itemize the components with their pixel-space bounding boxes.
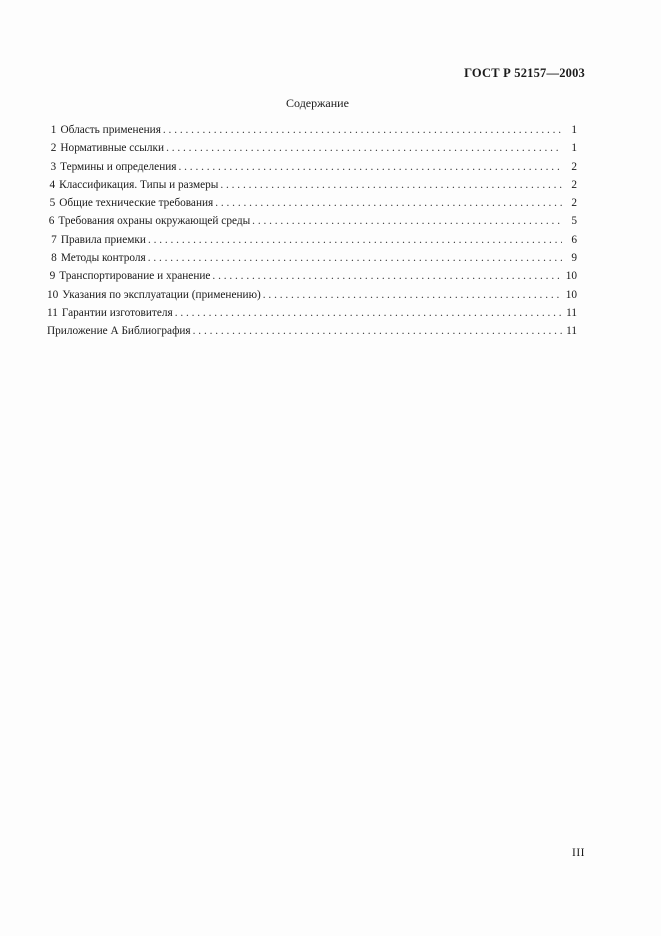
- toc-heading-text: Содержание: [286, 96, 349, 110]
- document-number: ГОСТ Р 52157—2003: [464, 66, 585, 80]
- toc-entry-title: Термины и определения: [60, 160, 177, 173]
- toc-entry-title: Область применения: [60, 124, 161, 136]
- toc-entry-title: Указания по эксплуатации (применению): [62, 288, 261, 301]
- toc-entry-title: Приложение А Библиография: [47, 325, 191, 338]
- toc-entry-page: 11: [566, 325, 577, 338]
- toc-entry-title: Нормативные ссылки: [60, 142, 165, 155]
- toc-leader-dots: [252, 212, 562, 230]
- toc-entry-page: 1: [571, 124, 577, 136]
- toc-entry-page: 2: [571, 197, 577, 210]
- toc-entry-3[interactable]: [47, 158, 577, 176]
- toc-entry-title: Правила приемки: [60, 233, 146, 246]
- toc-entry-page: 1: [571, 142, 577, 155]
- toc-entry-page: 2: [571, 160, 577, 173]
- toc-leader-dots: [179, 158, 563, 176]
- toc-entry-number: 6: [48, 215, 55, 228]
- toc-entry-11[interactable]: [47, 304, 577, 322]
- toc-entry-7[interactable]: [47, 231, 577, 249]
- toc-leader-dots: [263, 286, 562, 304]
- toc-entry-title: Требования охраны окружающей среды: [58, 215, 251, 228]
- toc-entry-number: 11: [47, 306, 58, 319]
- toc-entry-title: Транспортирование и хранение: [59, 270, 211, 283]
- table-of-contents: [47, 121, 577, 341]
- toc-entry-2[interactable]: [47, 139, 577, 157]
- toc-entry-page: 10: [565, 288, 577, 301]
- toc-entry-number: 8: [51, 252, 57, 265]
- toc-entry-number: 2: [50, 142, 57, 155]
- toc-leader-dots: [148, 231, 562, 249]
- toc-entry-number: 1: [50, 124, 57, 136]
- toc-entry-number: 5: [49, 197, 56, 210]
- toc-entry-title: Общие технические требования: [59, 197, 214, 210]
- toc-entry-5[interactable]: [47, 194, 577, 212]
- toc-entry-number: 9: [49, 270, 56, 283]
- toc-entry-appendix-a[interactable]: [47, 322, 577, 340]
- toc-entry-number: 7: [51, 233, 57, 246]
- toc-entry-8[interactable]: [47, 249, 577, 267]
- toc-entry-4[interactable]: [47, 176, 577, 194]
- toc-entry-title: Методы контроля: [60, 252, 146, 265]
- page-number: III: [572, 847, 585, 859]
- toc-entry-9[interactable]: [47, 267, 577, 285]
- toc-entry-10[interactable]: [47, 286, 577, 304]
- toc-leader-dots: [215, 194, 562, 212]
- toc-leader-dots: [175, 304, 562, 322]
- toc-entry-number: 4: [49, 178, 56, 191]
- toc-entry-page: 2: [571, 178, 577, 191]
- toc-entry-6[interactable]: [47, 212, 577, 230]
- toc-entry-number: 3: [50, 160, 57, 173]
- toc-entry-number: 10: [47, 288, 59, 301]
- toc-entry-1[interactable]: [47, 121, 577, 139]
- toc-leader-dots: [163, 121, 562, 139]
- toc-leader-dots: [166, 139, 562, 157]
- toc-leader-dots: [220, 176, 562, 194]
- toc-leader-dots: [212, 267, 562, 285]
- toc-entry-title: Гарантии изготовителя: [61, 306, 173, 319]
- toc-entry-title: Классификация. Типы и размеры: [59, 178, 219, 191]
- toc-entry-page: 9: [571, 252, 577, 265]
- toc-leader-dots: [193, 322, 562, 340]
- toc-leader-dots: [148, 249, 562, 267]
- toc-entry-page: 6: [571, 233, 577, 246]
- toc-heading: [0, 96, 661, 111]
- toc-entry-page: 10: [565, 270, 577, 283]
- toc-entry-page: 5: [571, 215, 577, 228]
- toc-entry-page: 11: [566, 306, 577, 319]
